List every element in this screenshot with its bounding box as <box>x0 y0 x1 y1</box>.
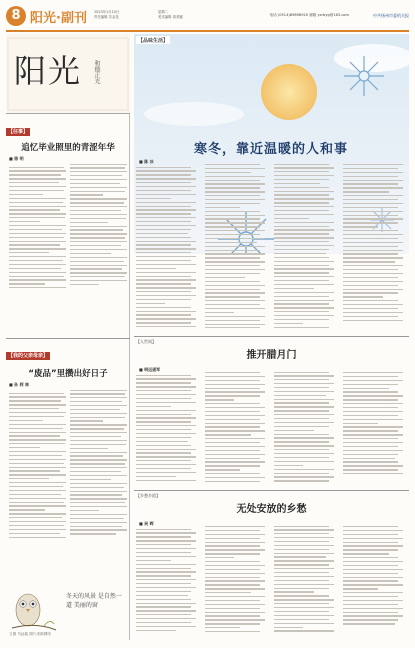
main-area <box>134 34 409 640</box>
article-2-title: “废品”里攒出好日子 <box>28 369 108 379</box>
weekday: 星期二 <box>158 10 169 14</box>
hero-title: 寒冬，靠近温暖的人和事 <box>194 142 349 157</box>
article-b-author: ■ 明远道军 <box>139 367 161 372</box>
article-2-tag: 【我的父亲母亲】 <box>8 353 49 359</box>
editor-line: 责任编辑 苏金花 <box>94 15 119 19</box>
article-b-tag: 【人世间】 <box>136 339 156 344</box>
section-title: 阳光·副刊 <box>30 11 87 26</box>
article-2-author: ■ 孙 阿 林 <box>9 382 29 387</box>
poem-text: 冬天的风景 是自然一道 美丽的窗 <box>66 593 122 609</box>
article-b-title: 推开腊月门 <box>246 350 297 361</box>
article-1-tag: 【往事】 <box>8 129 29 135</box>
hero-body <box>136 164 407 332</box>
header-rule <box>6 30 409 32</box>
article-1-author: ■ 徐 明 <box>9 156 24 161</box>
article-b-body <box>136 372 407 486</box>
article-1 <box>6 118 130 350</box>
article-c-tag: 【乡愁乡韵】 <box>136 493 160 498</box>
header-meta-right <box>158 10 183 20</box>
masthead-subtitle: 和德正光 <box>93 60 100 84</box>
illustration-caption: 文图 马远铭 图片来源网络 <box>9 632 51 636</box>
article-1-title: 追忆毕业照里的青涩年华 <box>21 143 115 153</box>
hero-author: ■ 陈 冰 <box>139 159 154 164</box>
article-c-body <box>136 526 407 634</box>
article-2-body <box>6 390 130 612</box>
left-divider <box>6 338 130 339</box>
article-2 <box>6 342 130 612</box>
header-meta-left <box>94 10 119 20</box>
issue-date: 2023年1月10日 <box>94 10 120 14</box>
article-1-body <box>6 164 130 350</box>
art-editor-line: 美术编辑 周美娜 <box>158 15 183 19</box>
article-c-title: 无处安放的乡愁 <box>236 504 307 515</box>
hero-tag: 【品味生活】 <box>138 37 169 44</box>
left-column <box>6 34 130 640</box>
brand-line: 中共扬州市委机关报 <box>373 13 409 18</box>
page-number-badge: 8 <box>6 6 26 26</box>
section-divider-2 <box>134 490 409 491</box>
contact-line: 电话 (0514)89898920 邮箱 yzrbyg@163.com <box>269 13 349 17</box>
page-header <box>6 4 409 30</box>
masthead-title: 阳光 <box>14 52 83 90</box>
masthead <box>6 34 130 114</box>
section-divider-1 <box>134 336 409 337</box>
article-c-author: ■ 吴 晖 <box>139 521 154 526</box>
